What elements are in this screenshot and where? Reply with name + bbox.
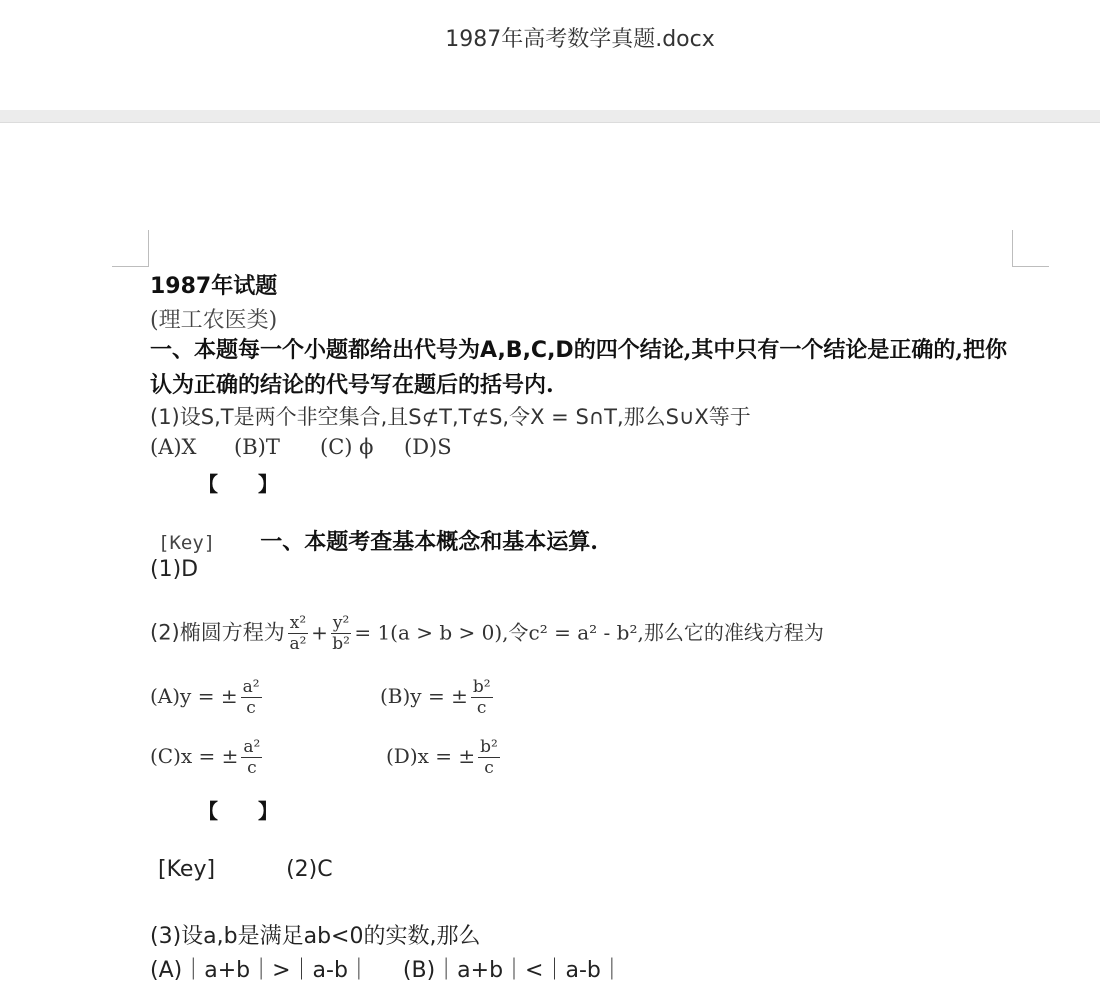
- q2-option-b-frac: [471, 677, 493, 718]
- q2-option-b-label: (B)y = ±: [380, 684, 468, 708]
- q2-frac-x-den: a²: [289, 634, 307, 654]
- q2-c-den: c: [247, 758, 257, 778]
- title-bar: [0, 0, 1100, 110]
- heading: [150, 269, 277, 300]
- instr-part-1: 一、本题每一个小题都给出代号为: [150, 337, 481, 363]
- margin-corner-top-left: [112, 230, 149, 267]
- subheading: (理工农医类): [150, 308, 278, 333]
- q1-answer-bracket: 【 】: [198, 472, 278, 496]
- q2-plus: +: [311, 620, 328, 645]
- q2-option-b: [380, 677, 496, 718]
- q2-option-c: [150, 737, 265, 778]
- question-1-options: [150, 435, 452, 459]
- heading-text: 年试题: [211, 273, 278, 299]
- q2-stem-start: (2)椭圆方程为: [150, 620, 285, 645]
- q1-option-a: (A)X: [150, 435, 197, 459]
- question-2-stem: [150, 613, 824, 654]
- q2-b-den: c: [476, 698, 487, 718]
- q2-frac-y-den: b²: [332, 634, 350, 654]
- key-2-label: [Key]: [158, 857, 216, 882]
- heading-year: 1987: [150, 274, 212, 299]
- q1-option-d: (D)S: [404, 435, 452, 459]
- q2-b-num: b²: [472, 677, 491, 697]
- key-1: [158, 525, 598, 559]
- q2-option-d-frac: [478, 737, 500, 778]
- q2-option-c-frac: [241, 737, 262, 778]
- q2-option-a-label: (A)y = ±: [150, 684, 238, 708]
- instr-part-2: A,B,C,D: [480, 338, 574, 363]
- answer-1: (1)D: [150, 557, 199, 582]
- question-3-stem: (3)设a,b是满足ab<0的实数,那么: [150, 924, 481, 949]
- q2-frac-x-num: x²: [289, 613, 307, 633]
- q2-d-num: b²: [480, 737, 498, 757]
- section-instructions: [150, 333, 1010, 402]
- q1-option-c: (C) ϕ: [320, 435, 374, 459]
- q2-d-den: c: [484, 758, 494, 778]
- q2-option-d: [386, 737, 503, 778]
- q1-option-b: (B)T: [234, 435, 280, 459]
- question-1-stem: (1)设S,T是两个非空集合,且S⊄T,T⊄S,令X = S∩T,那么S∪X等于: [150, 405, 751, 429]
- q2-c-num: a²: [243, 737, 261, 757]
- q2-fraction-x: [288, 613, 308, 654]
- q2-option-d-label: (D)x = ±: [386, 744, 476, 768]
- instr-part-3: 的四个结论,其中只有一个结论是正确的,把你认为正确的结论的代号写在题后的括号内.: [150, 337, 1008, 398]
- q2-option-a: [150, 677, 265, 718]
- document-page: [0, 123, 1100, 990]
- q2-stem-end: = 1(a > b > 0),令c² = a² - b²,那么它的准线方程为: [354, 620, 824, 645]
- q2-option-c-label: (C)x = ±: [150, 744, 239, 768]
- q2-fraction-y: [331, 613, 351, 654]
- q3-option-a: (A)｜a+b｜>｜a-b｜: [150, 958, 370, 983]
- q3-option-b: (B)｜a+b｜<｜a-b｜: [402, 958, 623, 983]
- toolbar-divider: [0, 110, 1100, 123]
- q2-frac-y-num: y²: [332, 613, 350, 633]
- q2-a-den: c: [246, 698, 256, 718]
- q2-answer-bracket: 【 】: [198, 799, 278, 823]
- q2-option-a-frac: [241, 677, 262, 718]
- document-title: 1987年高考数学真题.docx: [445, 27, 715, 52]
- margin-corner-top-right: [1012, 230, 1049, 267]
- key-1-label: [Key]: [158, 532, 216, 554]
- key-2: [158, 857, 333, 882]
- key-1-text: 一、本题考查基本概念和基本运算.: [260, 529, 598, 555]
- key-2-answer: (2)C: [286, 857, 333, 882]
- q2-a-num: a²: [242, 677, 260, 697]
- question-3-options: [150, 953, 623, 984]
